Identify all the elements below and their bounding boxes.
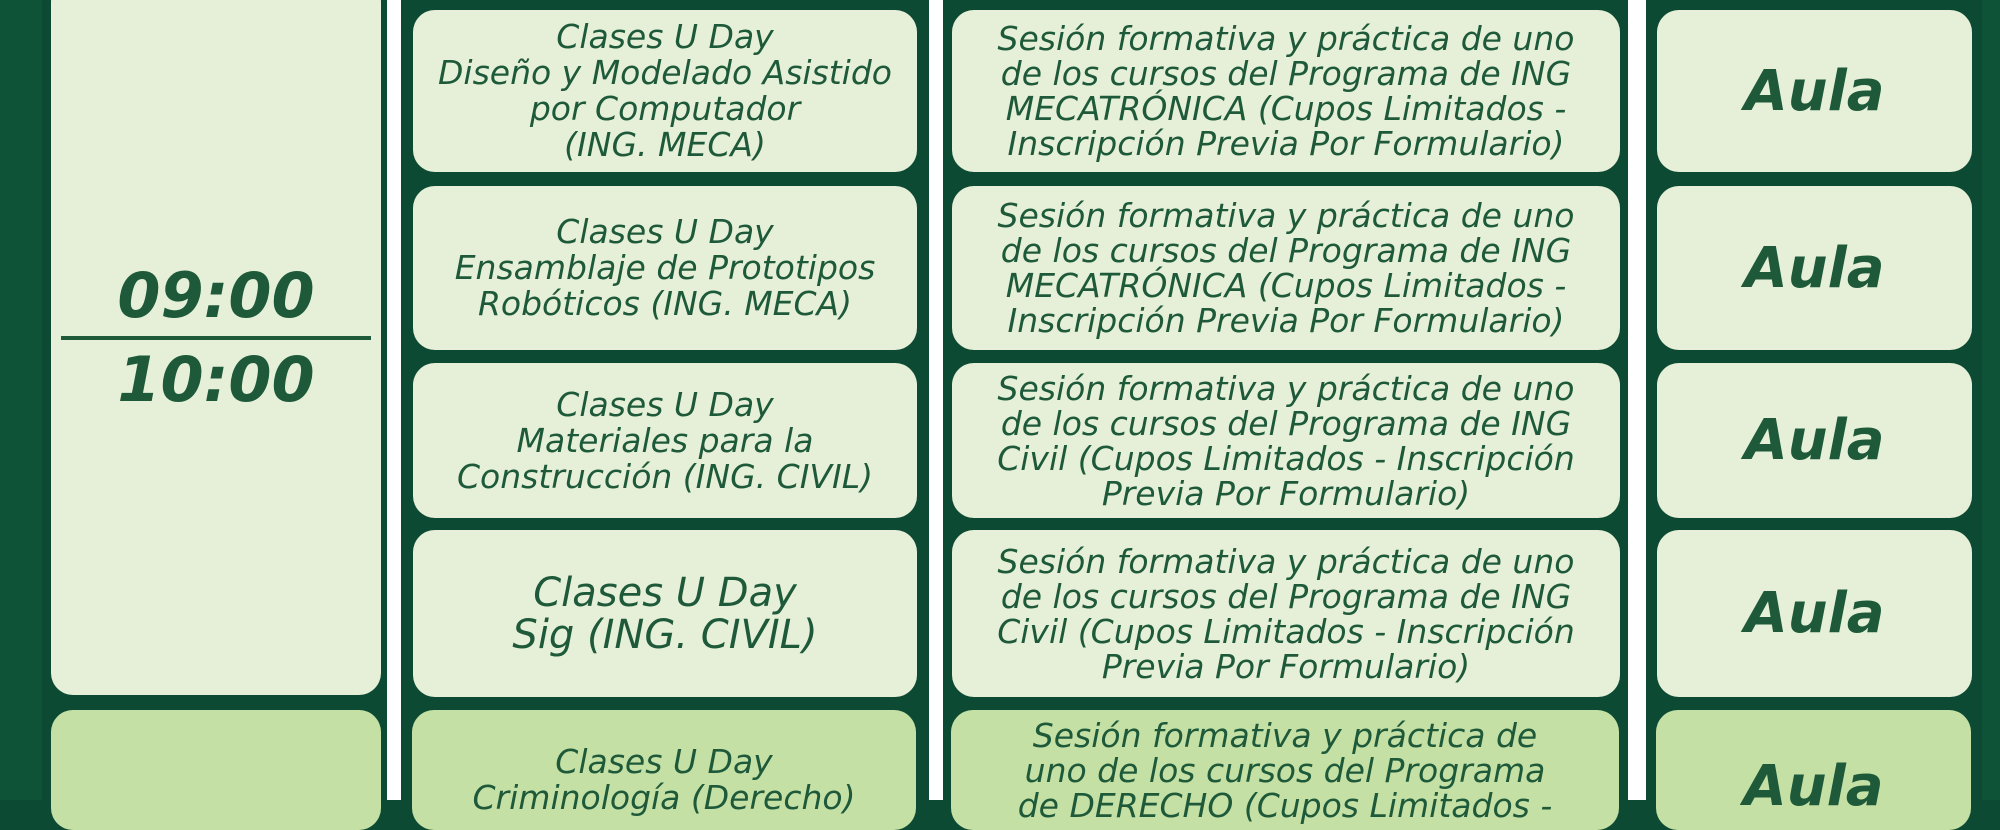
description-line: Sesión formativa y práctica de uno: [997, 541, 1575, 581]
event-title-card: [413, 363, 917, 518]
left-border: [0, 0, 42, 800]
event-title-line: Clases U Day: [556, 17, 774, 56]
place-label: Aula: [1744, 581, 1885, 646]
event-place-card: [1657, 186, 1972, 350]
event-description-card: [952, 363, 1620, 518]
place-label: Aula: [1744, 235, 1885, 301]
description-line: Sesión formativa y práctica de uno: [997, 19, 1575, 58]
event-description-card: [952, 530, 1620, 697]
column-divider: [387, 0, 401, 800]
event-title-card: [413, 10, 917, 172]
description-line: Inscripción Previa Por Formulario): [1007, 301, 1565, 340]
time-start: 09:00: [117, 258, 315, 332]
event-title-line: Materiales para la: [516, 420, 814, 460]
description-line: de los cursos del Programa de ING: [1000, 231, 1572, 270]
time-end: 10:00: [117, 342, 315, 416]
event-title-line: Clases U Day: [555, 742, 773, 781]
event-title-line: Ensamblaje de Prototipos: [454, 248, 876, 287]
column-divider: [1628, 0, 1646, 800]
place-label: Aula: [1744, 408, 1885, 473]
event-title-line: Robóticos (ING. MECA): [477, 284, 853, 323]
event-title-line: Clases U Day: [556, 212, 774, 251]
description-line: MECATRÓNICA (Cupos Limitados -: [1005, 89, 1567, 128]
column-divider: [929, 0, 943, 800]
description-line: Inscripción Previa Por Formulario): [1007, 124, 1565, 163]
event-place-card: [1657, 10, 1972, 172]
description-line: Previa Por Formulario): [1101, 473, 1471, 513]
description-line: Civil (Cupos Limitados - Inscripción: [997, 611, 1575, 651]
description-line: de los cursos del Programa de ING: [1000, 576, 1572, 616]
event-title-card: [413, 530, 917, 697]
description-line: Sesión formativa y práctica de uno: [997, 368, 1575, 408]
event-title-card: [413, 186, 917, 350]
event-place-card: [1657, 363, 1972, 518]
description-line: Sesión formativa y práctica de uno: [997, 196, 1575, 235]
description-line: de los cursos del Programa de ING: [1000, 54, 1572, 93]
time-slot-card: [51, 0, 381, 695]
event-title-line: (ING. MECA): [564, 125, 766, 164]
right-border: [1982, 0, 2000, 800]
place-label: Aula: [1744, 58, 1885, 124]
event-title-line: Clases U Day: [533, 569, 797, 616]
place-label: Aula: [1743, 754, 1884, 819]
event-title-line: Sig (ING. CIVIL): [512, 611, 818, 658]
event-title-line: Criminología (Derecho): [472, 778, 856, 817]
event-description-card: [952, 10, 1620, 172]
description-line: de los cursos del Programa de ING: [1000, 403, 1572, 443]
description-line: uno de los cursos del Programa: [1024, 751, 1546, 790]
event-title-line: Construcción (ING. CIVIL): [457, 456, 873, 496]
event-title-line: por Computador: [529, 89, 801, 128]
event-title-line: Clases U Day: [556, 384, 774, 424]
event-place-card: [1657, 530, 1972, 697]
next-time-slot-card: [51, 710, 381, 830]
description-line: Civil (Cupos Limitados - Inscripción: [997, 438, 1575, 478]
event-title-card: [412, 710, 916, 830]
event-description-card: [951, 710, 1619, 830]
description-line: MECATRÓNICA (Cupos Limitados -: [1005, 266, 1567, 305]
description-line: de DERECHO (Cupos Limitados -: [1017, 786, 1553, 825]
description-line: Sesión formativa y práctica de: [1032, 716, 1538, 755]
time-separator: [61, 336, 371, 340]
event-title-line: Diseño y Modelado Asistido: [438, 53, 892, 92]
event-description-card: [952, 186, 1620, 350]
description-line: Previa Por Formulario): [1101, 646, 1471, 686]
event-place-card: [1656, 710, 1971, 830]
